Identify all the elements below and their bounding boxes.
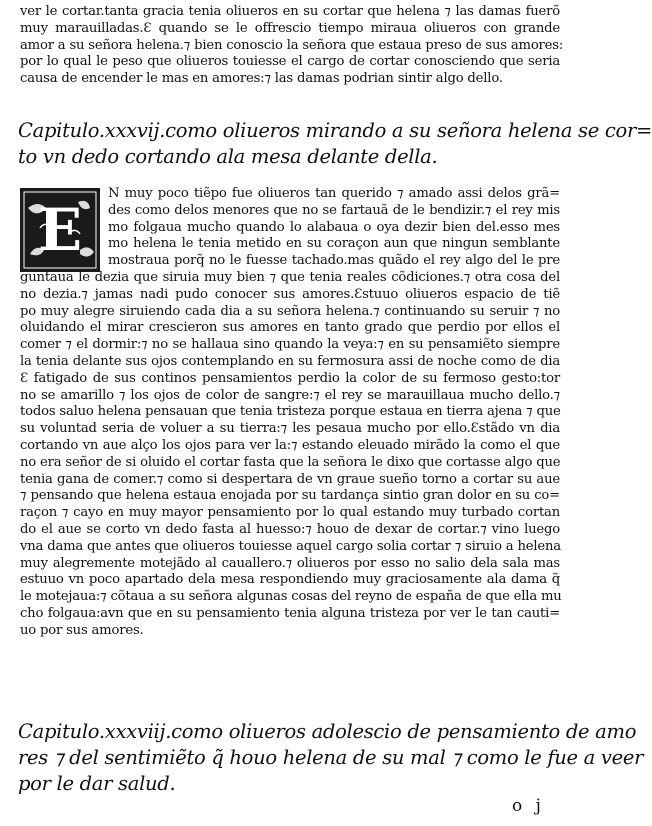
heading-line: por le dar salud. bbox=[18, 772, 176, 795]
text-line: muy alegremente motejãdo al cauallero.⁊ oliueros por esso no salio dela sala mas bbox=[20, 555, 560, 571]
initial-letter: E bbox=[37, 196, 83, 264]
text-line: todos saluo helena pensauan que tenia tristeza porque estaua en tierra ajena ⁊ que bbox=[20, 404, 561, 420]
text-line: tenia gana de comer.⁊ como si despertara de vn graue sueño torno a cortar su aue bbox=[20, 471, 560, 487]
text-line: Ɛ fatigado de sus continos pensamientos perdio la color de su fermoso gesto:tor bbox=[20, 370, 560, 386]
text-line: mo folgaua mucho quando lo alabaua o oya dezir bien del.esso mes bbox=[108, 219, 560, 235]
heading-line: Capitulo.xxxviij.como oliueros adolescio de pensamiento de amo bbox=[18, 720, 637, 743]
text-line: causa de encender le mas en amores:⁊ las damas podrian sintir algo dello. bbox=[20, 71, 503, 87]
text-line: oluidando el mirar crescieron sus amores en tanto grado que perdio por ellos el bbox=[20, 320, 560, 336]
text-line: vna dama que antes que oliueros touiesse aquel cargo solia cortar ⁊ siruio a helena bbox=[20, 538, 561, 554]
text-line: estuuo vn poco apartado dela mesa respondiendo muy graciosamente ala dama q̃ bbox=[20, 572, 560, 588]
text-line: ver le cortar.tanta gracia tenia oliueros en su cortar que helena ⁊ las damas fuerõ bbox=[20, 4, 560, 19]
text-line: no dezia.⁊ jamas nadi pudo conocer sus amores.Ɛstuuo oliueros espacio de tiẽ bbox=[20, 286, 560, 302]
text-line: cho folgaua:avn que en su pensamiento tenia alguna tristeza por ver le tan cauti= bbox=[20, 605, 560, 621]
text-line: ⁊ pensando que helena estaua enojada por su tardança sintio gran dolor en su co= bbox=[20, 488, 560, 504]
text-line: su voluntad seria de voluer a su tierra:⁊ les pesaua mucho por ello.Ɛstãdo vn dia bbox=[20, 421, 560, 437]
text-line: no era señor de si oluido el cortar fasta que la señora le dixo que cortasse algo que bbox=[20, 454, 561, 470]
text-line: mostraua porq̃ no le fuesse tachado.mas quãdo el rey algo del le pre bbox=[108, 253, 560, 269]
text-line: po muy alegre siruiendo cada dia a su señora helena.⁊ continuando su seruir ⁊ no bbox=[20, 303, 560, 319]
text-line: N muy poco tiẽpo fue oliueros tan querido ⁊ amado assi delos grã= bbox=[108, 186, 560, 201]
text-line: amor a su señora helena.⁊ bien conoscio la señora que estaua preso de sus amores: bbox=[20, 37, 564, 53]
chapter-37-body bbox=[20, 186, 560, 640]
chapter-38-heading bbox=[18, 719, 644, 797]
text-line: muy marauilladas.Ɛ quando se le offrescio tiempo miraua oliueros con grande bbox=[20, 20, 560, 36]
text-line: le motejaua:⁊ cõtaua a su señora algunas cosas del reyno de españa de que ella mu bbox=[20, 589, 562, 605]
text-line: comer ⁊ el dormir:⁊ no se hallaua sino quando la veya:⁊ en su pensamiẽto siempre bbox=[20, 337, 560, 353]
folio-signature: o j bbox=[512, 796, 545, 816]
text-line: do el aue se corto vn dedo fasta al huesso:⁊ houo de dexar de cortar.⁊ vino luego bbox=[20, 521, 560, 537]
text-line: raçon ⁊ cayo en muy mayor pensamiento por lo qual estando muy turbado cortan bbox=[20, 505, 560, 521]
text-line: uo por sus amores. bbox=[20, 622, 144, 638]
heading-line: Capitulo.xxxvij.como oliueros mirando a su señora helena se cor= bbox=[18, 119, 652, 142]
heading-line: to vn dedo cortando ala mesa delante della. bbox=[18, 145, 438, 168]
chapter-37-heading bbox=[18, 118, 652, 170]
text-line: guntaua le dezia que siruia muy bien ⁊ que tenia reales cõdiciones.⁊ otra cosa del bbox=[20, 269, 560, 285]
heading-line: res ⁊ del sentimiẽto q̃ houo helena de su mal ⁊ como le fue a veer bbox=[18, 746, 644, 769]
text-line: por lo qual le peso que oliueros touiesse el cargo de cortar conosciendo que seria bbox=[20, 54, 560, 70]
intro-paragraph bbox=[20, 4, 564, 88]
text-line: cortando vn aue alço los ojos para ver la:⁊ estando eleuado mirãdo la como el que bbox=[20, 437, 560, 453]
text-line: la tenia delante sus ojos contemplando en su fermosura assi de noche como de dia bbox=[20, 353, 560, 369]
text-line: des como delos menores que no se fartauã de le bendizir.⁊ el rey mis bbox=[108, 202, 560, 218]
text-line: mo helena le tenia metido en su coraçon aun que ningun semblante bbox=[108, 236, 560, 252]
text-line: no se amarillo ⁊ los ojos de color de sangre:⁊ el rey se marauillaua mucho dello.⁊ bbox=[20, 387, 560, 403]
indented-lines bbox=[20, 186, 560, 270]
